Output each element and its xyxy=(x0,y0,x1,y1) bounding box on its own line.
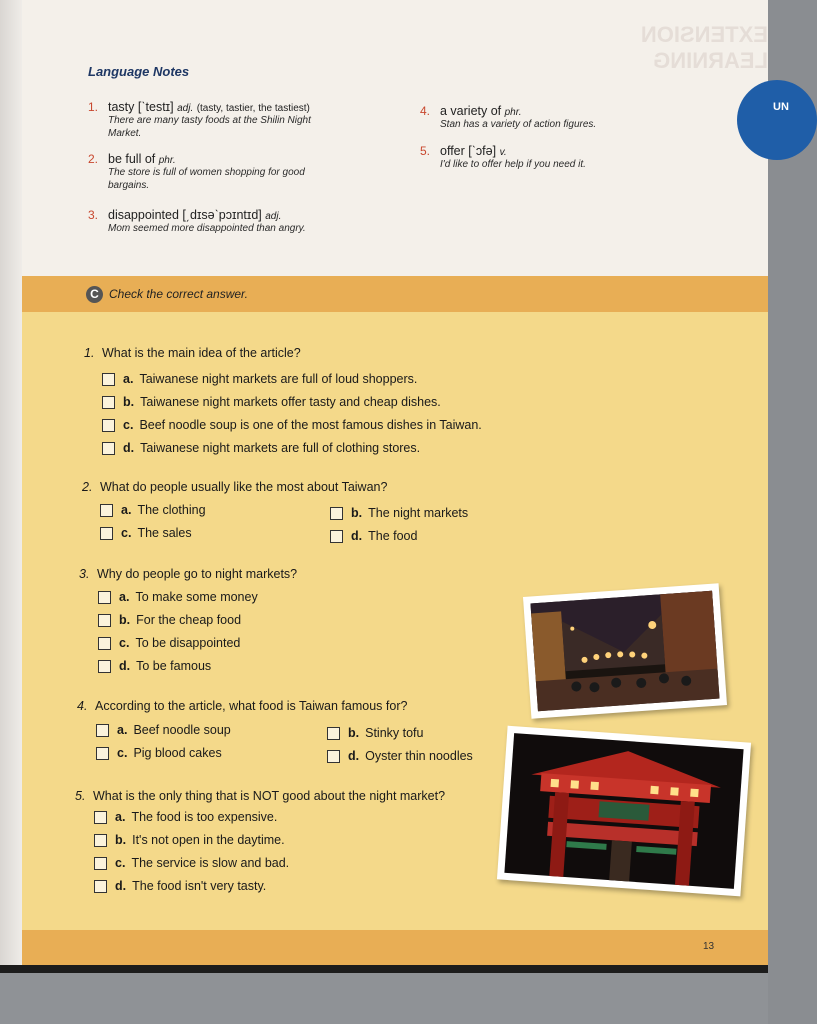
q2-option-c[interactable] xyxy=(100,524,192,542)
checkbox[interactable] xyxy=(94,857,107,870)
instruction-text: Check the correct answer. xyxy=(109,287,248,301)
checkbox[interactable] xyxy=(100,527,113,540)
question-2 xyxy=(82,480,387,494)
note-number: 3. xyxy=(88,208,99,222)
option-text: The food is too expensive. xyxy=(131,810,278,824)
language-note-5 xyxy=(420,144,740,171)
note-example: I'd like to offer help if you need it. xyxy=(440,159,586,170)
option-text: The service is slow and bad. xyxy=(131,856,290,870)
note-forms: (tasty, tastier, the tastiest) xyxy=(196,103,310,114)
question-number: 1. xyxy=(84,346,95,360)
option-letter: a. xyxy=(117,723,128,737)
checkbox[interactable] xyxy=(94,811,107,824)
q3-option-d[interactable] xyxy=(98,657,211,675)
q3-option-c[interactable] xyxy=(98,634,240,652)
checkbox[interactable] xyxy=(330,530,343,543)
option-letter: d. xyxy=(115,879,127,893)
checkbox[interactable] xyxy=(96,724,109,737)
question-4 xyxy=(77,699,407,713)
option-letter: a. xyxy=(121,503,132,517)
option-letter: c. xyxy=(115,856,126,870)
option-text: The sales xyxy=(137,526,192,540)
question-text: What is the main idea of the article? xyxy=(102,346,301,360)
page-bottom-edge xyxy=(0,965,768,973)
q1-option-c[interactable] xyxy=(102,416,482,434)
checkbox[interactable] xyxy=(98,591,111,604)
option-text: Beef noodle soup xyxy=(133,723,231,737)
question-number: 2. xyxy=(82,480,93,494)
note-pos: phr. xyxy=(158,155,176,166)
note-example: Stan has a variety of action figures. xyxy=(440,119,597,130)
note-word: disappointed xyxy=(108,208,179,222)
option-letter: b. xyxy=(115,833,127,847)
option-letter: c. xyxy=(123,418,134,432)
checkbox[interactable] xyxy=(100,504,113,517)
option-text: The clothing xyxy=(137,503,206,517)
note-phonetic: [ˋtestɪ] xyxy=(137,100,174,114)
night-market-photo xyxy=(523,583,727,718)
note-pos: phr. xyxy=(504,107,522,118)
book-binding xyxy=(0,0,22,972)
note-number: 4. xyxy=(420,104,431,118)
question-text: What is the only thing that is NOT good about the night market? xyxy=(93,789,446,803)
q3-option-b[interactable] xyxy=(98,611,241,629)
option-text: Taiwanese night markets offer tasty and cheap dishes. xyxy=(140,395,441,409)
unit-badge-label: UN xyxy=(773,101,789,113)
language-note-4 xyxy=(420,104,740,131)
checkbox[interactable] xyxy=(327,727,340,740)
q1-option-b[interactable] xyxy=(102,393,441,411)
note-number: 5. xyxy=(420,144,431,158)
option-letter: d. xyxy=(351,529,363,543)
question-number: 5. xyxy=(75,789,86,803)
checkbox[interactable] xyxy=(94,880,107,893)
checkbox[interactable] xyxy=(98,637,111,650)
q5-option-b[interactable] xyxy=(94,831,285,849)
option-text: For the cheap food xyxy=(136,613,242,627)
q3-option-a[interactable] xyxy=(98,588,258,606)
note-example: Mom seemed more disappointed than angry. xyxy=(108,223,306,234)
checkbox[interactable] xyxy=(102,442,115,455)
option-text: To be disappointed xyxy=(135,636,241,650)
question-text: Why do people go to night markets? xyxy=(97,567,298,581)
note-word: be full of xyxy=(108,152,156,166)
checkbox[interactable] xyxy=(98,660,111,673)
option-text: To be famous xyxy=(136,659,212,673)
checkbox[interactable] xyxy=(96,747,109,760)
language-note-2 xyxy=(88,152,408,192)
option-letter: c. xyxy=(117,746,128,760)
note-number: 2. xyxy=(88,152,99,166)
option-letter: b. xyxy=(348,726,360,740)
question-number: 3. xyxy=(79,567,90,581)
option-letter: c. xyxy=(121,526,132,540)
q5-option-a[interactable] xyxy=(94,808,277,826)
q4-option-d[interactable] xyxy=(327,747,473,765)
note-pos: adj. xyxy=(177,103,194,114)
option-letter: d. xyxy=(123,441,135,455)
option-letter: a. xyxy=(119,590,130,604)
option-text: The food xyxy=(368,529,418,543)
question-text: What do people usually like the most about Taiwan? xyxy=(100,480,388,494)
option-text: It's not open in the daytime. xyxy=(132,833,285,847)
textbook-page xyxy=(22,0,789,972)
footer-band xyxy=(22,930,768,966)
q2-option-a[interactable] xyxy=(100,501,206,519)
checkbox[interactable] xyxy=(102,373,115,386)
language-notes-title: Language Notes xyxy=(88,64,190,79)
option-letter: b. xyxy=(119,613,131,627)
option-letter: c. xyxy=(119,636,130,650)
running-header: EXTENSION LEARNING xyxy=(640,22,768,73)
q4-option-c[interactable] xyxy=(96,744,222,762)
note-word: offer xyxy=(440,144,465,158)
note-example: There are many tasty foods at the Shilin Night Market. xyxy=(108,115,311,139)
note-phonetic: [ˋɔfə] xyxy=(468,144,497,158)
option-letter: b. xyxy=(351,506,363,520)
question-text: According to the article, what food is Taiwan famous for? xyxy=(95,699,408,713)
note-phonetic: [͵dɪsəˋpɔɪntɪd] xyxy=(182,208,262,222)
instruction-band xyxy=(22,276,768,312)
page-number: 13 xyxy=(703,941,715,952)
q5-option-c[interactable] xyxy=(94,854,289,872)
option-text: To make some money xyxy=(135,590,258,604)
option-text: Stinky tofu xyxy=(365,726,424,740)
note-number: 1. xyxy=(88,100,99,114)
option-text: The food isn't very tasty. xyxy=(132,879,267,893)
checkbox[interactable] xyxy=(94,834,107,847)
checkbox[interactable] xyxy=(102,396,115,409)
checkbox[interactable] xyxy=(98,614,111,627)
note-example: The store is full of women shopping for good bargains. xyxy=(108,167,305,191)
question-5 xyxy=(75,789,445,803)
checkbox[interactable] xyxy=(102,419,115,432)
q5-option-d[interactable] xyxy=(94,877,266,895)
q2-option-b[interactable] xyxy=(330,504,468,522)
option-letter: a. xyxy=(115,810,126,824)
option-text: The night markets xyxy=(368,506,469,520)
option-text: Oyster thin noodles xyxy=(365,749,473,763)
scanner-background xyxy=(0,973,768,1024)
note-word: tasty xyxy=(108,100,135,114)
unit-badge xyxy=(737,80,817,160)
checkbox[interactable] xyxy=(330,507,343,520)
q4-option-b[interactable] xyxy=(327,724,423,742)
option-letter: b. xyxy=(123,395,135,409)
note-pos: v. xyxy=(499,147,507,158)
option-text: Beef noodle soup is one of the most famous dishes in Taiwan. xyxy=(139,418,482,432)
option-letter: d. xyxy=(348,749,360,763)
note-word: a variety of xyxy=(440,104,502,118)
section-c-icon: C xyxy=(86,286,103,303)
note-pos: adj. xyxy=(265,211,282,222)
q1-option-d[interactable] xyxy=(102,439,420,457)
q2-option-d[interactable] xyxy=(330,527,417,545)
option-text: Taiwanese night markets are full of clothing stores. xyxy=(140,441,421,455)
option-text: Pig blood cakes xyxy=(133,746,222,760)
option-text: Taiwanese night markets are full of loud shoppers. xyxy=(139,372,418,386)
q1-option-a[interactable] xyxy=(102,370,417,388)
option-letter: d. xyxy=(119,659,131,673)
checkbox[interactable] xyxy=(327,750,340,763)
question-3 xyxy=(79,567,297,581)
q4-option-a[interactable] xyxy=(96,721,231,739)
question-number: 4. xyxy=(77,699,88,713)
language-note-1 xyxy=(88,100,408,140)
language-note-3 xyxy=(88,208,408,235)
option-letter: a. xyxy=(123,372,134,386)
question-1 xyxy=(84,346,301,360)
temple-gate-photo xyxy=(497,726,751,897)
